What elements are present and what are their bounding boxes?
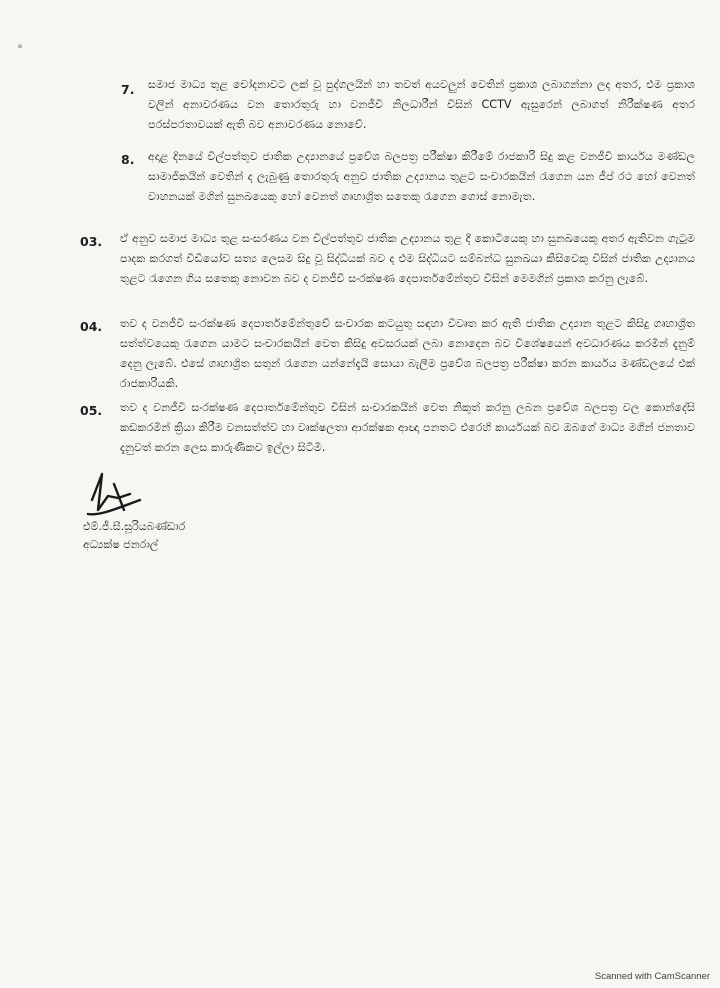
item-number-8: 8. bbox=[121, 152, 135, 167]
item-number-7: 7. bbox=[121, 82, 135, 97]
scanner-watermark: Scanned with CamScanner bbox=[594, 971, 710, 982]
section-text-03: ඒ අනුව සමාජ මාධ්‍ය තුළ සංසරණය වන විල්පත්තුව ජාතික උද්‍යානය තුළ දී කොටියෙකු හා සුනඛයෙකු අතර ඇතිවන ගැටුම පාදක කරගත් වීඩියෝව සත්‍ය ලෙසම සිදු වූ සිද්ධියක් බව ද එම සිද්ධියට සම්බන්ධ සුනඛයා කිසිවෙකු විසින් ජාතික උද්‍යානය තුළට රැගෙන ගිය සතෙකු නොවන බව ද වනජීවී සංරක්ෂණ දෙපාර්තමේන්තුව විසින් මෙමගින් ප්‍රකාශ කරනු ලැබේ. bbox=[120, 232, 695, 285]
margin-mark: ₑ bbox=[18, 38, 23, 51]
signature-scribble bbox=[78, 470, 158, 520]
section-number-05: 05. bbox=[80, 403, 103, 418]
section-number-03: 03. bbox=[80, 234, 103, 249]
section-text-04: තව ද වනජීවී සංරක්ෂණ දෙපාර්තමේන්තුවේ සංචාරක කටයුතු සඳහා විවෘත කර ඇති ජාතික උද්‍යාන තුළට කිසිදු ගෘහාශ්‍රිත සත්ත්වයෙකු රැගෙන යාමට සංචාරකයින් වෙත කිසිදු අවසරයක් ලබා නොදෙන බව විශේෂයෙන් අවධාරණය කරමින් දැනුම් දෙනු ලැබේ. එසේ ගෘහාශ්‍රිත සතුන් රැගෙන යන්නේදැයි සොයා බැලීම ප්‍රවේශ බලපත්‍ර පරීක්ෂා කරන කාර්යය මණ්ඩලයේ එක් රාජකාරියකි. bbox=[120, 317, 695, 390]
section-number-04: 04. bbox=[80, 319, 103, 334]
signatory-name: එම්.ජී.සී.සූරියබණ්ඩාර bbox=[83, 520, 186, 533]
section-text-05: තව ද වනජීවී සංරක්ෂණ දෙපාර්තමේන්තුව විසින් සංචාරකයින් වෙත නිකුත් කරනු ලබන ප්‍රවේශ බලපත්‍ර වල කොන්දේසි කඩකරමින් ක්‍රියා කිරීම වනසත්ත්ව හා වෘක්ෂලතා ආරක්ෂක ආඥා පනතට එරෙහි කාර්යයක් බව ඔබගේ මාධ්‍ය මගින් ජනතාව දැනුවත් කරන ලෙස කාරුණිකව ඉල්ලා සිටිමි. bbox=[120, 401, 695, 454]
signatory-title: අධ්‍යක්ෂ ජනරාල් bbox=[83, 538, 159, 551]
signature-block bbox=[83, 518, 185, 554]
item-text-7: සමාජ මාධ්‍ය තුළ චෝදනාවට ලක් වූ පුද්ගලයින් හා තවත් අයවලුන් වෙතින් ප්‍රකාශ ලබාගන්නා ලද අතර, එම ප්‍රකාශ වලින් අනාවරණය වන තොරතුරු හා වනජීවී නිලධාරීන් විසින් CCTV ඇසුරෙන් ලබාගත් නිරීක්ෂණ අතර පරස්පරතාවයක් ඇති බව අනාවරණය නොවේ. bbox=[148, 78, 695, 131]
item-text-8: අදාළ දිනයේ විල්පත්තුව ජාතික උද්‍යානයේ ප්‍රවේශ බලපත්‍ර පරීක්ෂා කිරීමේ රාජකාරි සිදු කළ වනජීවී කාර්යය මණ්ඩල සාමාජිකයින් වෙතින් ද ලැබුණු තොරතුරු අනුව ජාතික උද්‍යානය තුළට සංචාරකයින් රැගෙන යන ජීප් රථ හෝ වෙනත් වාහනයක් මගින් සුනඛයෙකු හෝ වෙනත් ගෘහාශ්‍රිත සතෙකු රැගෙන ගොස් නොමැත. bbox=[148, 150, 695, 203]
